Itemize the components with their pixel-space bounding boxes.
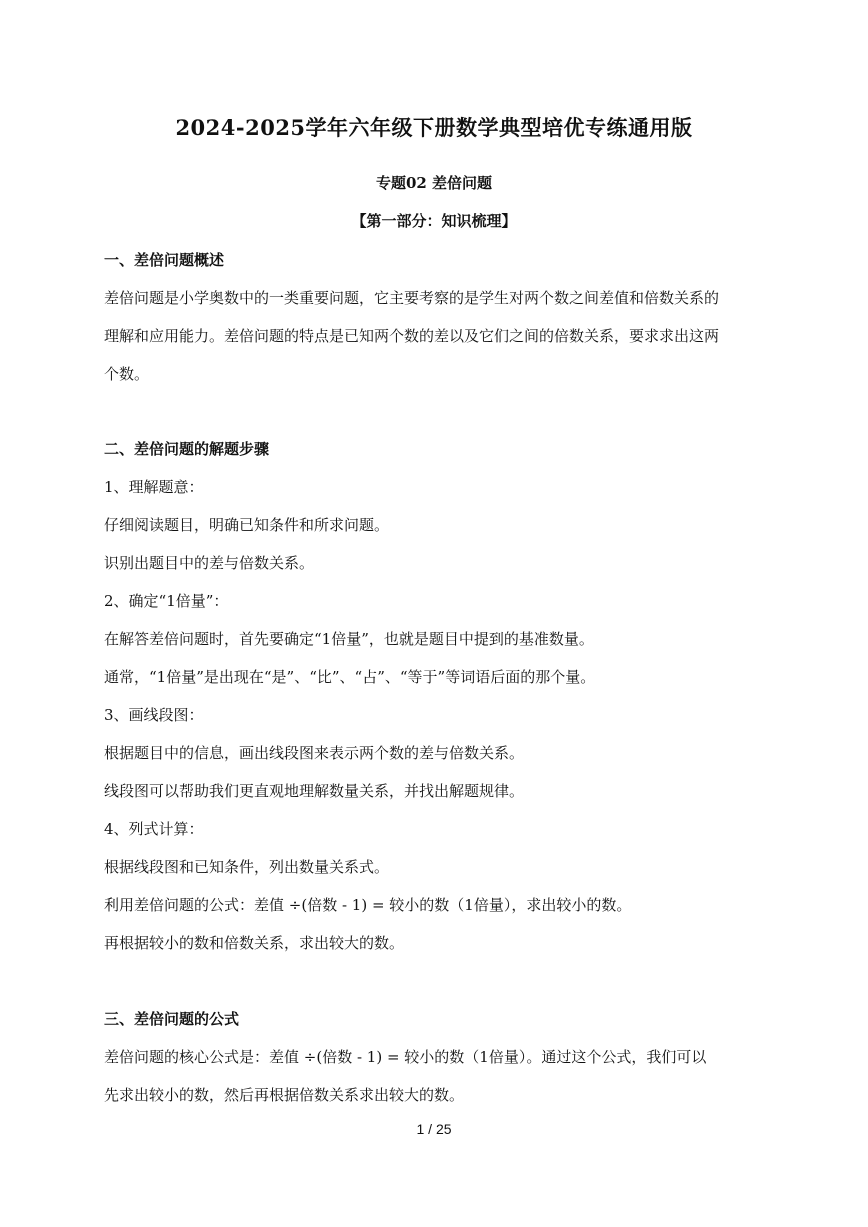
- topic-subtitle: 专题02 差倍问题: [375, 174, 493, 192]
- paragraph-line: 根据线段图和已知条件，列出数量关系式。: [104, 858, 390, 876]
- step-label: 1、理解题意：: [104, 478, 204, 496]
- page-indicator: 1 / 25: [416, 1121, 452, 1137]
- document-title: 2024-2025学年六年级下册数学典型培优专练通用版: [175, 115, 693, 140]
- paragraph-line: 在解答差倍问题时，首先要确定“1倍量”，也就是题目中提到的基准数量。: [104, 630, 594, 648]
- part-label: 【第一部分：知识梳理】: [351, 212, 517, 230]
- paragraph-line: 理解和应用能力。差倍问题的特点是已知两个数的差以及它们之间的倍数关系，要求求出这两: [104, 327, 720, 345]
- formula-line: 利用差倍问题的公式：差值 ÷(倍数 - 1) = 较小的数（1倍量），求出较小的数。: [104, 896, 632, 914]
- formula-line: 差倍问题的核心公式是：差值 ÷(倍数 - 1) = 较小的数（1倍量）。通过这个公式，我们可以: [104, 1048, 707, 1066]
- step-label: 3、画线段图：: [104, 706, 204, 724]
- paragraph-line: 先求出较小的数，然后再根据倍数关系求出较大的数。: [104, 1086, 465, 1104]
- paragraph-line: 线段图可以帮助我们更直观地理解数量关系，并找出解题规律。: [104, 782, 525, 800]
- section-heading-steps: 二、差倍问题的解题步骤: [104, 440, 270, 458]
- paragraph-line: 通常，“1倍量”是出现在“是”、“比”、“占”、“等于”等词语后面的那个量。: [104, 668, 596, 686]
- paragraph-line: 再根据较小的数和倍数关系，求出较大的数。: [104, 934, 405, 952]
- section-heading-formula: 三、差倍问题的公式: [104, 1010, 240, 1028]
- paragraph-line: 识别出题目中的差与倍数关系。: [104, 554, 315, 572]
- step-label: 2、确定“1倍量”：: [104, 592, 229, 610]
- paragraph-line: 仔细阅读题目，明确已知条件和所求问题。: [104, 516, 390, 534]
- paragraph-line: 根据题目中的信息，画出线段图来表示两个数的差与倍数关系。: [104, 744, 525, 762]
- paragraph-line: 个数。: [104, 365, 150, 383]
- section-heading-overview: 一、差倍问题概述: [104, 251, 225, 269]
- step-label: 4、列式计算：: [104, 820, 204, 838]
- paragraph-line: 差倍问题是小学奥数中的一类重要问题，它主要考察的是学生对两个数之间差值和倍数关系的: [104, 289, 720, 307]
